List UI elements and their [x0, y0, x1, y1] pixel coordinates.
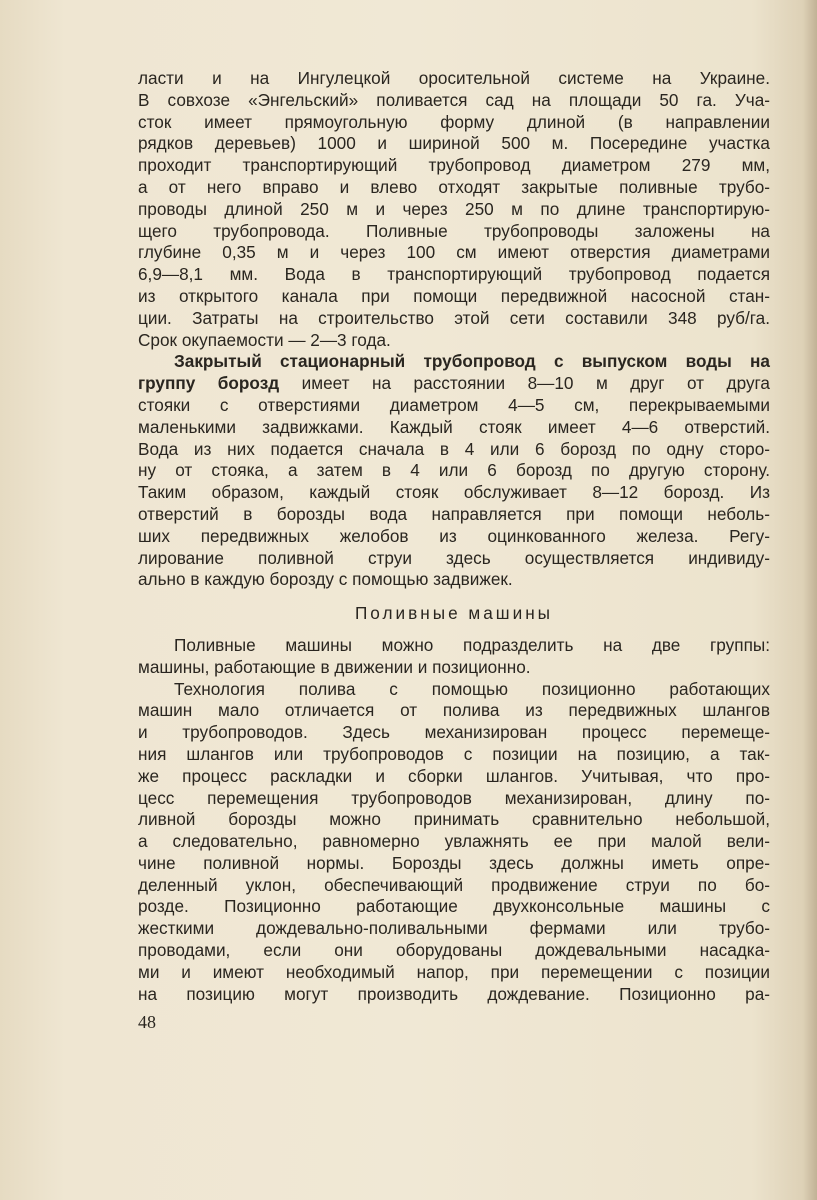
paragraph-closed-pipeline — [138, 351, 770, 591]
text-line: деленный уклон, обеспечивающий продвижение струи по бо- — [138, 874, 770, 895]
text-line: Таким образом, каждый стояк обслуживает 8—12 борозд. Из — [138, 482, 770, 503]
text-line: же процесс раскладки и сборки шлангов. Учитывая, что про- — [138, 765, 770, 786]
text-line: Поливные машины можно подразделить на две группы: — [174, 634, 770, 655]
text-line: В совхозе «Энгельский» поливается сад на площади 50 га. Уча- — [138, 89, 770, 110]
text-line: ми и имеют необходимый напор, при перемещении с позиции — [138, 961, 770, 982]
text-line: ласти и на Ингулецкой оросительной системе на Украине. — [138, 68, 770, 88]
text-line: жесткими дождевально-поливальными фермами или трубо- — [138, 918, 770, 939]
body-text — [138, 68, 770, 1005]
text-line: Вода из них подается сначала в 4 или 6 борозд по одну сторо- — [138, 438, 770, 459]
text-line: на позицию могут производить дождевание. Позиционно ра- — [138, 983, 770, 1004]
text-line: Срок окупаемости — 2—3 года. — [138, 329, 391, 350]
text-line: а следовательно, равномерно увлажнять ее при малой вели- — [138, 831, 770, 852]
text-line: глубине 0,35 м и через 100 см имеют отверстия диаметрами — [138, 242, 770, 263]
text-line: щего трубопровода. Поливные трубопроводы заложены на — [138, 220, 770, 241]
section-heading: Поливные машины — [354, 603, 554, 624]
text-line: Технология полива с помощью позиционно работающих — [174, 678, 770, 699]
paragraph-orchard-irrigation — [138, 68, 770, 351]
text-line: маленькими задвижками. Каждый стояк имеет 4—6 отверстий. — [138, 416, 770, 437]
text-line: цесс перемещения трубопроводов механизирован, длину по- — [138, 787, 770, 808]
bold-term: группу борозд — [138, 373, 280, 394]
text-line: ния шлангов или трубопроводов с позиции на позицию, а так- — [138, 743, 770, 764]
text-line: чине поливной нормы. Борозды здесь должны иметь опре- — [138, 852, 770, 873]
text-line: машин мало отличается от полива из передвижных шлангов — [138, 700, 770, 721]
text-line: проводами, если они оборудованы дождевальными насадка- — [138, 940, 770, 961]
text-line: ливной борозды можно принимать сравнительно небольшой, — [138, 809, 770, 830]
text-line: проводы длиной 250 м и через 250 м по длине транспортирую- — [138, 198, 770, 219]
text-line: отверстий в борозды вода направляется при помощи неболь- — [138, 503, 770, 524]
paragraph-machine-groups — [138, 635, 770, 679]
text-line: 6,9—8,1 мм. Вода в транспортирующий трубопровод подается — [138, 264, 770, 285]
text-line — [138, 373, 770, 395]
paragraph-positional-machines — [138, 679, 770, 1006]
text-line: и трубопроводов. Здесь механизирован процесс перемеще- — [138, 722, 770, 743]
text-line: рядков деревьев) 1000 и шириной 500 м. Посередине участка — [138, 133, 770, 154]
text-line: из открытого канала при помощи передвижной насосной стан- — [138, 285, 770, 306]
text-line: розде. Позиционно работающие двухконсольные машины с — [138, 896, 770, 917]
text-line: ции. Затраты на строительство этой сети составили 348 руб/га. — [138, 307, 770, 328]
bold-term-line: Закрытый стационарный трубопровод с выпуском воды на — [174, 351, 770, 372]
text-line: ших передвижных желобов из оцинкованного железа. Регу- — [138, 525, 770, 546]
text-line: а от него вправо и влево отходят закрытые поливные трубо- — [138, 176, 770, 197]
text-run: имеет на расстоянии 8—10 м друг от друга — [279, 373, 770, 394]
text-line: ально в каждую борозду с помощью задвижек. — [138, 569, 513, 590]
text-line: машины, работающие в движении и позиционно. — [138, 656, 531, 677]
text-line: сток имеет прямоугольную форму длиной (в направлении — [138, 111, 770, 132]
text-line: стояки с отверстиями диаметром 4—5 см, перекрываемыми — [138, 394, 770, 415]
text-line: ну от стояка, а затем в 4 или 6 борозд по другую сторону. — [138, 460, 770, 481]
text-line: лирование поливной струи здесь осуществляется индивиду- — [138, 547, 770, 568]
text-line: проходит транспортирующий трубопровод диаметром 279 мм, — [138, 155, 770, 176]
page-number: 48 — [138, 1012, 156, 1032]
